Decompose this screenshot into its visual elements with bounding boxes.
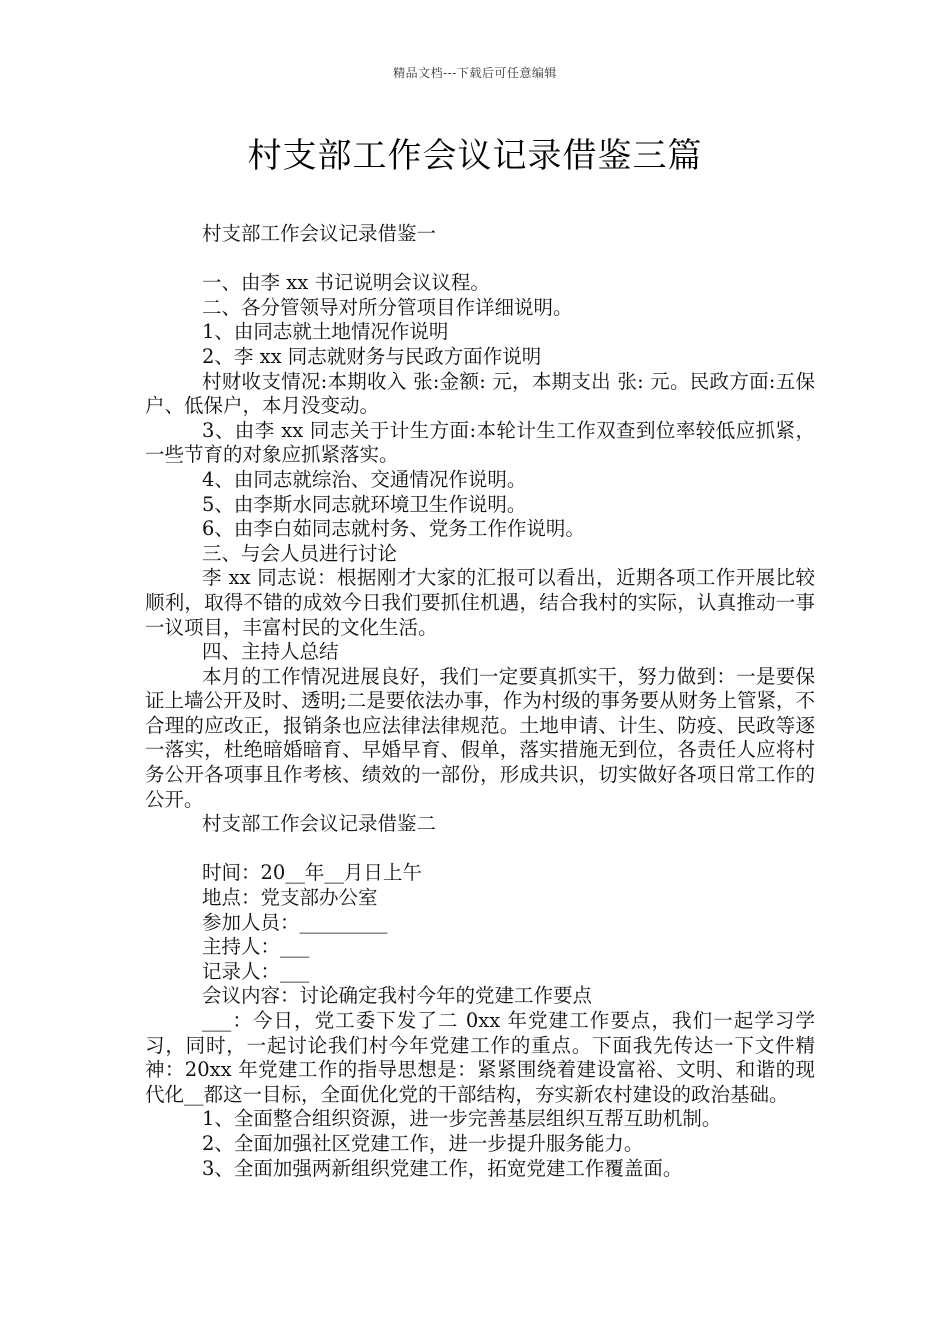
work-item: 1、全面整合组织资源，进一步完善基层组织互帮互助机制。 <box>202 1107 722 1131</box>
summary-paragraph: 本月的工作情况进展良好，我们一定要真抓实干，努力做到：一是要保证上墙公开及时、透明;二是要依法办事，作为村级的事务要从财务上管紧，不合理的应改正，报销条也应法律法律规范。土地申请、计生、防疫、民政等逐一落实，杜绝暗婚暗育、早婚早育、假单，落实措施无到位，各责任人应将村务公开各项事且作考核、绩效的一部份，形成共识，切实做好各项日常工作的公开。 <box>145 664 815 811</box>
agenda-line: 一、由李 xx 书记说明会议议程。 <box>202 271 490 295</box>
meeting-recorder: 记录人：___ <box>202 959 310 983</box>
work-item: 2、全面加强社区党建工作，进一步提升服务能力。 <box>202 1131 644 1155</box>
header-note: 精品文档---下载后可任意编辑 <box>393 66 557 80</box>
intro-paragraph: ___：今日，党工委下发了二 0xx 年党建工作要点，我们一起学习学习，同时，一起讨论我们村今年党建工作的重点。下面我先传达一下文件精神：20xx 年党建工作的指导思想是：紧紧围绕着建设富裕、文明、和谐的现代化__都这一目标，全面优化党的干部结构，夯实新农村建设的政治基础。 <box>145 1009 815 1106</box>
meeting-time: 时间：20__年__月日上午 <box>202 861 422 885</box>
discussion-paragraph: 李 xx 同志说：根据刚才大家的汇报可以看出，近期各项工作开展比较顺利，取得不错的成效今日我们要抓住机遇，结合我村的实际，认真推动一事一议项目，丰富村民的文化生活。 <box>145 566 815 639</box>
work-item: 3、全面加强两新组织党建工作，拓宽党建工作覆盖面。 <box>202 1156 683 1180</box>
family-planning-paragraph: 3、由李 xx 同志关于计生方面:本轮计生工作双查到位率较低应抓紧，一些节育的对象应抓紧落实。 <box>145 418 815 467</box>
agenda-line: 6、由李白茹同志就村务、党务工作作说明。 <box>202 517 585 541</box>
blank-line <box>145 837 815 862</box>
document-body <box>145 222 815 1181</box>
document-title: 村支部工作会议记录借鉴三篇 <box>247 136 703 176</box>
meeting-content: 会议内容：讨论确定我村今年的党建工作要点 <box>202 984 593 1008</box>
section-heading-1: 村支部工作会议记录借鉴一 <box>202 222 437 245</box>
section-heading-2: 村支部工作会议记录借鉴二 <box>202 812 437 836</box>
summary-heading: 四、主持人总结 <box>202 640 339 664</box>
blank-line <box>145 247 815 272</box>
agenda-line: 二、各分管领导对所分管项目作详细说明。 <box>202 295 573 319</box>
agenda-line: 1、由同志就土地情况作说明 <box>202 320 449 344</box>
meeting-place: 地点：党支部办公室 <box>202 886 378 910</box>
agenda-line: 5、由李斯水同志就环境卫生作说明。 <box>202 492 527 516</box>
finance-paragraph: 村财收支情况:本期收入 张:金额: 元，本期支出 张: 元。民政方面:五保户、低保户，本月没变动。 <box>145 369 815 418</box>
meeting-host: 主持人：___ <box>202 935 310 959</box>
agenda-line: 2、李 xx 同志就财务与民政方面作说明 <box>202 344 542 368</box>
agenda-line: 三、与会人员进行讨论 <box>202 541 398 565</box>
meeting-attendees: 参加人员：_________ <box>202 910 388 934</box>
agenda-line: 4、由同志就综治、交通情况作说明。 <box>202 467 527 491</box>
